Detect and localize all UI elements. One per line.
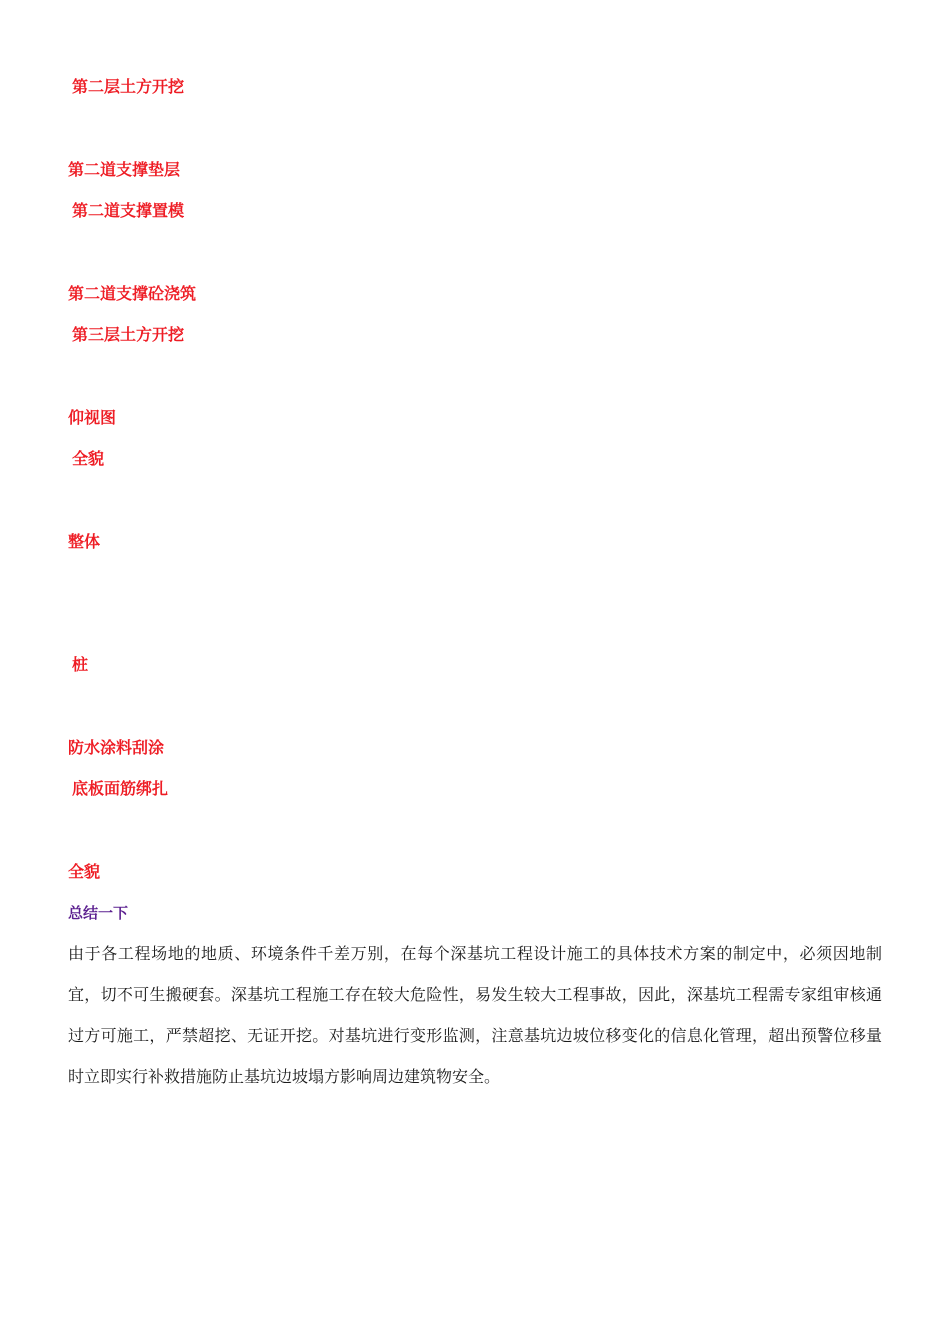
heading-bottom-view: 仰视图 [68,408,117,427]
heading-floor-rebar: 底板面筋绑扎 [72,779,169,798]
heading-second-layer-excavation: 第二层土方开挖 [72,77,185,96]
heading-second-support-concrete: 第二道支撑砼浇筑 [68,284,197,303]
summary-title: 总结一下 [68,904,129,922]
summary-paragraph: 由于各工程场地的地质、环境条件千差万别，在每个深基坑工程设计施工的具体技术方案的制定中，必须因地制宜，切不可生搬硬套。深基坑工程施工存在较大危险性，易发生较大工程事故，因此，深基坑工程需专家组审核通过方可施工，严禁超挖、无证开挖。对基坑进行变形监测，注意基坑边坡位移变化的信息化管理，超出预警位移量时立即实行补救措施防止基坑边坡塌方影响周边建筑物安全。 [68,944,882,1086]
heading-pile: 桩 [72,655,89,674]
heading-waterproof-coating: 防水涂料刮涂 [68,738,165,757]
heading-whole: 整体 [68,532,101,551]
heading-second-support-cushion: 第二道支撑垫层 [68,160,181,179]
heading-overview: 全貌 [72,449,105,468]
heading-second-support-formwork: 第二道支撑置模 [72,201,185,220]
heading-overview-2: 全貌 [68,862,101,881]
heading-third-layer-excavation: 第三层土方开挖 [72,325,185,344]
